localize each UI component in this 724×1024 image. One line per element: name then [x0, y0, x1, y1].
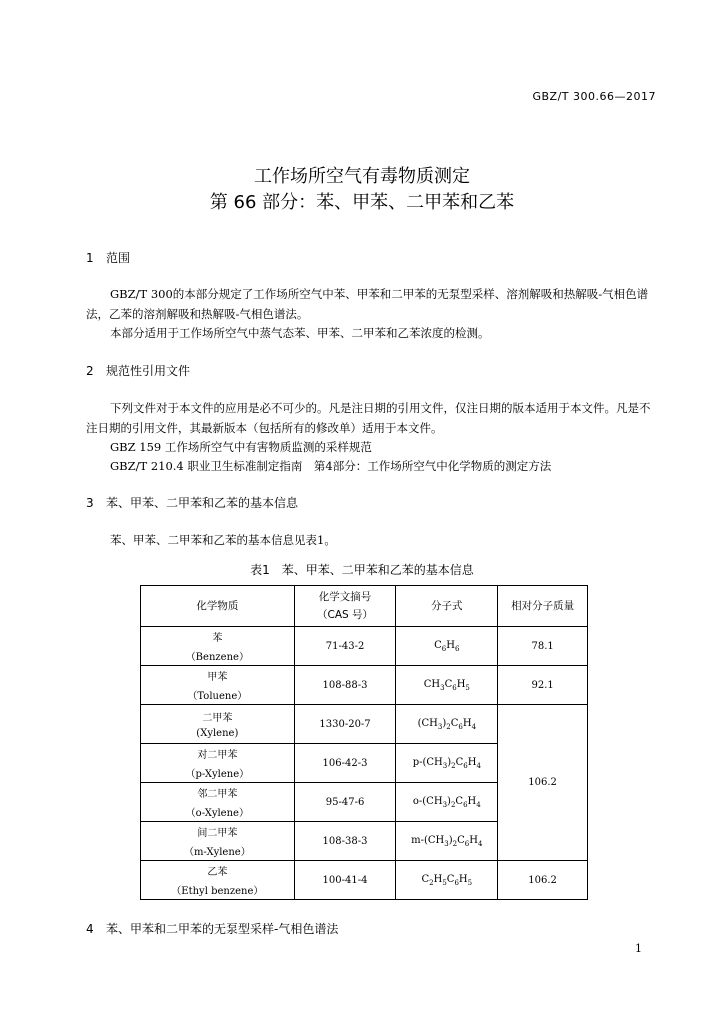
substance-cell	[141, 744, 295, 783]
reference-item: GBZ 159 工作场所空气中有害物质监测的采样规范	[110, 440, 372, 454]
substance-name-cn: 间二甲苯	[197, 827, 238, 839]
substance-name-cn: 乙苯	[207, 866, 228, 878]
table-row	[141, 861, 588, 900]
paragraph: 本部分适用于工作场所空气中蒸气态苯、甲苯、二甲苯和乙苯浓度的检测。	[110, 326, 490, 340]
section-heading-1	[86, 249, 130, 266]
section-heading-3	[86, 494, 298, 511]
basic-info-table	[140, 585, 588, 900]
formula-cell: $m-(CH_3)_2C_6H_4$	[396, 822, 498, 861]
substance-cell	[141, 822, 295, 861]
page-number: 1	[635, 942, 642, 955]
document-title-line1: 工作场所空气有毒物质测定	[254, 166, 470, 187]
formula-cell: $o-(CH_3)_2C_6H_4$	[396, 783, 498, 822]
cas-cell: 106-42-3	[294, 744, 396, 783]
substance-name-en: （m-Xylene）	[183, 846, 251, 858]
section-number: 1	[86, 251, 94, 265]
section-heading-2	[86, 362, 190, 379]
section-title: 范围	[106, 251, 131, 265]
formula-cell: $C_6H_6$	[396, 627, 498, 666]
substance-name-en: （Ethyl benzene）	[171, 885, 264, 897]
header-cas-line1: 化学文摘号	[318, 591, 372, 603]
mass-cell: 78.1	[498, 627, 588, 666]
substance-cell	[141, 666, 295, 705]
header-cas	[294, 586, 396, 627]
substance-name-en: （Benzene）	[185, 651, 249, 663]
cas-cell: 95-47-6	[294, 783, 396, 822]
cas-cell: 1330-20-7	[294, 705, 396, 744]
paragraph: 苯、甲苯、二甲苯和乙苯的基本信息见表1。	[110, 533, 336, 547]
substance-name-en: （p-Xylene）	[185, 768, 250, 780]
header-formula: 分子式	[396, 586, 498, 627]
formula-cell: $(CH_3)_2C_6H_4$	[396, 705, 498, 744]
substance-cell	[141, 627, 295, 666]
header-cas-line2: （CAS 号）	[317, 609, 374, 621]
table-row	[141, 627, 588, 666]
table-caption: 表1 苯、甲苯、二甲苯和乙苯的基本信息	[250, 563, 474, 577]
mass-cell: 106.2	[498, 861, 588, 900]
section-title: 苯、甲苯和二甲苯的无泵型采样-气相色谱法	[106, 922, 339, 936]
cas-cell: 100-41-4	[294, 861, 396, 900]
substance-cell	[141, 861, 295, 900]
section-number: 3	[86, 496, 94, 510]
mass-cell-xylene-group: 106.2	[498, 705, 588, 861]
cas-cell: 71-43-2	[294, 627, 396, 666]
section-number: 2	[86, 364, 94, 378]
substance-name-en: （Toluene）	[187, 690, 248, 702]
substance-name-cn: 苯	[212, 632, 223, 644]
section-title: 规范性引用文件	[106, 364, 191, 378]
substance-name-cn: 对二甲苯	[197, 749, 238, 761]
substance-cell	[141, 783, 295, 822]
substance-cell	[141, 705, 295, 744]
substance-name-en: (Xylene)	[196, 727, 239, 739]
cas-cell: 108-88-3	[294, 666, 396, 705]
substance-name-cn: 二甲苯	[202, 712, 233, 724]
header-substance: 化学物质	[141, 586, 295, 627]
table-row	[141, 666, 588, 705]
paragraph: GBZ/T 300的本部分规定了工作场所空气中苯、甲苯和二甲苯的无泵型采样、溶剂解吸和热解吸-气相色谱法，乙苯的溶剂解吸和热解吸-气相色谱法。	[86, 287, 649, 321]
table-row	[141, 705, 588, 744]
reference-item: GBZ/T 210.4 职业卫生标准制定指南 第4部分：工作场所空气中化学物质的测定方法	[110, 459, 552, 473]
formula-cell: $C_2H_5C_6H_5$	[396, 861, 498, 900]
document-code: GBZ/T 300.66—2017	[532, 90, 656, 103]
table-header-row	[141, 586, 588, 627]
document-title-line2: 第 66 部分：苯、甲苯、二甲苯和乙苯	[209, 192, 515, 213]
mass-cell: 92.1	[498, 666, 588, 705]
substance-name-en: （o-Xylene）	[185, 807, 249, 819]
cas-cell: 108-38-3	[294, 822, 396, 861]
formula-cell: $CH_3C_6H_5$	[396, 666, 498, 705]
paragraph: 下列文件对于本文件的应用是必不可少的。凡是注日期的引用文件，仅注日期的版本适用于本文件。凡是不注日期的引用文件，其最新版本（包括所有的修改单）适用于本文件。	[86, 401, 651, 435]
section-title: 苯、甲苯、二甲苯和乙苯的基本信息	[106, 496, 299, 510]
substance-name-cn: 邻二甲苯	[197, 788, 238, 800]
header-mass: 相对分子质量	[498, 586, 588, 627]
section-heading-4	[86, 920, 338, 937]
section-number: 4	[86, 922, 94, 936]
substance-name-cn: 甲苯	[207, 671, 228, 683]
formula-cell: $p-(CH_3)_2C_6H_4$	[396, 744, 498, 783]
